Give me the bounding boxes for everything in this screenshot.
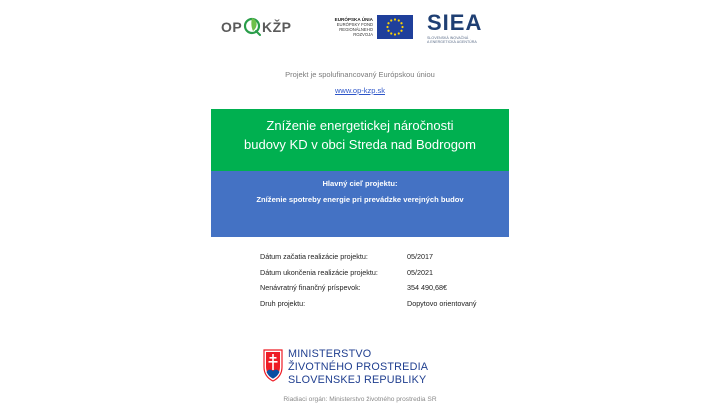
detail-value: 05/2017	[407, 252, 433, 262]
ministry-name	[288, 348, 428, 386]
slovak-coat-of-arms-icon	[263, 349, 283, 382]
detail-label: Druh projektu:	[260, 298, 306, 308]
op-kzp-link[interactable]: www.op-kzp.sk	[334, 86, 385, 95]
goal-label: Hlavný cieľ projektu:	[322, 179, 398, 188]
detail-row	[260, 265, 505, 281]
project-title	[211, 116, 509, 154]
siea-subtitle-line1: SLOVENSKÁ INOVAČNÁ	[427, 36, 469, 40]
detail-row	[260, 296, 505, 312]
siea-logo-text: SIEA	[427, 10, 483, 35]
siea-subtitle	[427, 36, 497, 45]
op-kzp-logo	[221, 14, 292, 40]
eu-fund-line2: REGIONÁLNEHO ROZVOJA	[339, 27, 373, 37]
project-details	[260, 249, 505, 311]
eu-flag-icon	[377, 15, 413, 39]
ministry-name-line3: SLOVENSKEJ REPUBLIKY	[288, 373, 427, 386]
ministry-name-line2: ŽIVOTNÉHO PROSTREDIA	[288, 360, 429, 373]
detail-label: Nenávratný finančný príspevok:	[260, 283, 361, 293]
project-title-band	[211, 109, 509, 171]
project-title-line2: budovy KD v obci Streda nad Bodrogom	[244, 137, 476, 152]
project-poster	[211, 0, 509, 420]
cofund-statement: Projekt je spolufinancovaný Európskou úniou	[285, 70, 435, 79]
detail-row	[260, 280, 505, 296]
eu-name: EURÓPSKA ÚNIA	[334, 17, 373, 22]
op-logo-text: OP	[221, 19, 243, 35]
detail-row	[260, 249, 505, 265]
detail-value: Dopytovo orientovaný	[407, 298, 477, 308]
detail-label: Dátum ukončenia realizácie projektu:	[260, 267, 378, 277]
ministry-logo	[263, 348, 493, 396]
managing-authority-note: Riadiaci orgán: Ministerstvo životného prostredia SR	[283, 396, 437, 403]
eu-logo	[319, 15, 407, 41]
project-title-line1: Zníženie energetickej náročnosti	[266, 118, 454, 133]
goal-text: Zníženie spotreby energie pri prevádzke verejných budov	[256, 195, 464, 204]
project-goal-band	[211, 171, 509, 237]
leaf-ring-icon	[243, 16, 261, 36]
eu-logo-text	[319, 17, 373, 37]
siea-subtitle-line2: A ENERGETICKÁ AGENTÚRA	[427, 40, 477, 45]
siea-logo	[427, 12, 497, 46]
detail-value: 354 490,68€	[407, 283, 447, 293]
detail-value: 05/2021	[407, 267, 433, 277]
eu-fund-line1: EURÓPSKY FOND	[336, 22, 373, 27]
detail-label: Dátum začatia realizácie projektu:	[260, 252, 368, 262]
ministry-name-line1: MINISTERSTVO	[288, 348, 372, 360]
kzp-logo-text: KŽP	[262, 19, 292, 35]
